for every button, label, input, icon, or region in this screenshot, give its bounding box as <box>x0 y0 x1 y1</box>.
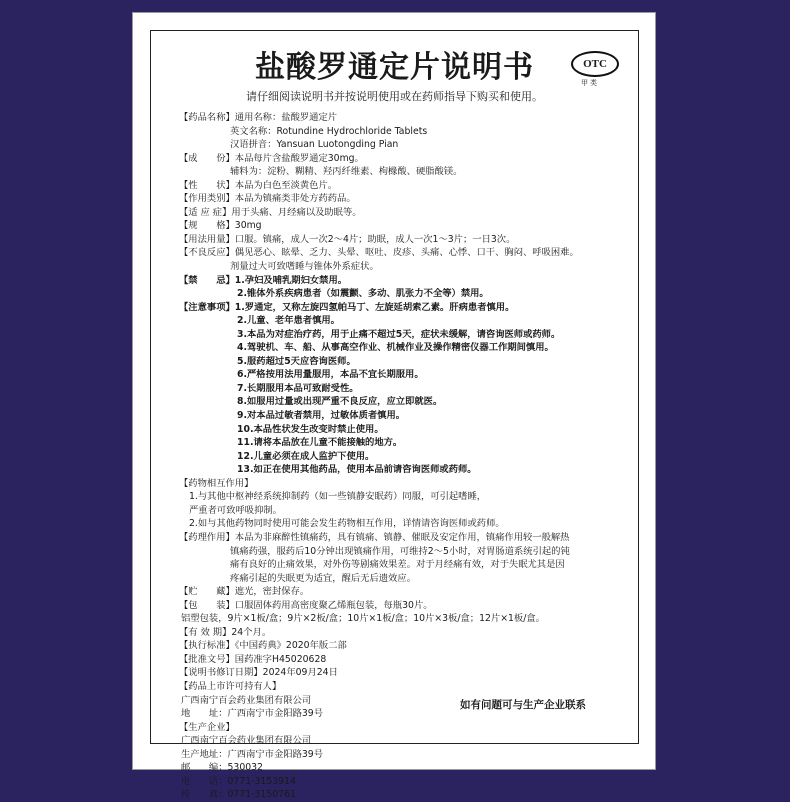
leaflet-line: 严重者可致呼吸抑制。 <box>189 504 282 516</box>
leaflet-line: 【生产企业】 <box>179 721 235 733</box>
leaflet-line: 2.如与其他药物同时使用可能会发生药物相互作用，详情请咨询医师或药师。 <box>189 518 505 530</box>
contact-note: 如有问题可与生产企业联系 <box>460 699 586 711</box>
leaflet-line: 11.请将本品放在儿童不能接触的地方。 <box>237 437 403 449</box>
leaflet-line: 广西南宁百会药业集团有限公司 <box>181 735 312 747</box>
leaflet-subtitle: 请仔细阅读说明书并按说明使用或在药师指导下购买和使用。 <box>246 90 543 103</box>
leaflet-line: 【药物相互作用】 <box>179 477 254 489</box>
leaflet-line: 传 真：0771-3150761 <box>181 789 296 801</box>
leaflet-line: 镇痛药强，服药后10分钟出现镇痛作用，可维持2～5小时，对胃肠道系统引起的钝 <box>230 545 570 557</box>
leaflet-line: 2.儿童、老年患者慎用。 <box>237 315 340 327</box>
leaflet-line: 【有 效 期】24个月。 <box>179 626 272 638</box>
leaflet-line: 【性 状】本品为白色至淡黄色片。 <box>179 179 338 191</box>
leaflet-line: 疼痛引起的失眠更为适宜，醒后无后遗效应。 <box>230 572 416 584</box>
leaflet-line: 【批准文号】国药准字H45020628 <box>179 653 327 665</box>
leaflet-line: 【适 应 症】用于头痛、月经痛以及助眠等。 <box>179 206 362 218</box>
leaflet-line: 7.长期服用本品可致耐受性。 <box>237 382 359 394</box>
leaflet-line: 英文名称：Rotundine Hydrochloride Tablets <box>230 125 428 137</box>
leaflet-line: 【药品上市许可持有人】 <box>179 680 282 692</box>
otc-logo-sub: 甲类 <box>581 79 599 87</box>
leaflet-line: 5.服药超过5天应咨询医师。 <box>237 355 356 367</box>
leaflet-line: 汉语拼音：Yansuan Luotongding Pian <box>230 139 399 151</box>
leaflet-line: 【执行标准】《中国药典》2020年版二部 <box>179 640 347 652</box>
leaflet-line: 2.锥体外系疾病患者（如震颤、多动、肌张力不全等）禁用。 <box>237 288 489 300</box>
leaflet-line: 【不良反应】偶见恶心、眩晕、乏力、头晕、呕吐、皮疹、头痛、心悸、口干、胸闷、呼吸困难。 <box>179 247 579 259</box>
leaflet-line: 【禁 忌】1.孕妇及哺乳期妇女禁用。 <box>179 274 348 286</box>
leaflet-line: 4.驾驶机、车、船、从事高空作业、机械作业及操作精密仪器工作期间慎用。 <box>237 342 554 354</box>
leaflet-line: 【说明书修订日期】2024年09月24日 <box>179 667 338 679</box>
leaflet-line: 8.如服用过量或出现严重不良反应，应立即就医。 <box>237 396 443 408</box>
leaflet-line: 铝塑包装，9片×1板/盒；9片×2板/盒；10片×1板/盒；10片×3板/盒；12片×1板/盒。 <box>181 613 545 625</box>
leaflet-line: 【药品名称】通用名称：盐酸罗通定片 <box>179 112 338 123</box>
leaflet-line: 电 话：0771-3153914 <box>181 775 296 787</box>
leaflet-line: 生产地址：广西南宁市金阳路39号 <box>181 748 323 760</box>
leaflet-line: 【注意事项】1.罗通定，又称左旋四氢帕马丁、左旋延胡索乙素。肝病患者慎用。 <box>179 301 515 313</box>
leaflet-line: 【用法用量】口服。镇痛，成人一次2～4片；助眠，成人一次1～3片；一日3次。 <box>179 233 516 245</box>
leaflet-line: 地 址：广西南宁市金阳路39号 <box>181 708 323 720</box>
leaflet-line: 1.与其他中枢神经系统抑制药（如一些镇静安眠药）同服，可引起嗜睡， <box>189 491 487 503</box>
leaflet-line: 【作用类别】本品为镇痛类非处方药药品。 <box>179 193 356 205</box>
leaflet-line: 【贮 藏】遮光，密封保存。 <box>179 586 310 598</box>
leaflet-line: 【规 格】30mg <box>179 220 262 232</box>
leaflet-line: 13.如正在使用其他药品，使用本品前请咨询医师或药师。 <box>237 464 477 476</box>
leaflet-line: 【成 份】本品每片含盐酸罗通定30mg。 <box>179 152 364 164</box>
leaflet-line: 痛有良好的止痛效果，对外伤等剧痛效果差。对于月经痛有效，对于失眠尤其是因 <box>230 559 565 571</box>
leaflet-line: 6.严格按用法用量服用，本品不宜长期服用。 <box>237 369 424 381</box>
leaflet-line: 【包 装】口服固体药用高密度聚乙烯瓶包装，每瓶30片。 <box>179 599 433 611</box>
otc-logo: OTC <box>571 51 619 77</box>
leaflet-line: 【药理作用】本品为非麻醉性镇痛药，具有镇痛、镇静、催眠及安定作用，镇痛作用较一般解热 <box>179 531 570 543</box>
leaflet-line: 辅料为：淀粉、糊精、羟丙纤维素、枸橼酸、硬脂酸镁。 <box>230 166 463 178</box>
leaflet-line: 邮 编：530032 <box>181 762 263 774</box>
leaflet-line: 剂量过大可致嗜睡与锥体外系症状。 <box>230 261 379 273</box>
leaflet-line: 广西南宁百会药业集团有限公司 <box>181 694 312 706</box>
leaflet-title: 盐酸罗通定片说明书 <box>255 50 534 85</box>
leaflet-line: 12.儿童必须在成人监护下使用。 <box>237 450 375 462</box>
leaflet-line: 10.本品性状发生改变时禁止使用。 <box>237 423 384 435</box>
leaflet-line: 9.对本品过敏者禁用，过敏体质者慎用。 <box>237 410 406 422</box>
leaflet-line: 3.本品为对症治疗药，用于止痛不超过5天，症状未缓解，请咨询医师或药师。 <box>237 328 561 340</box>
